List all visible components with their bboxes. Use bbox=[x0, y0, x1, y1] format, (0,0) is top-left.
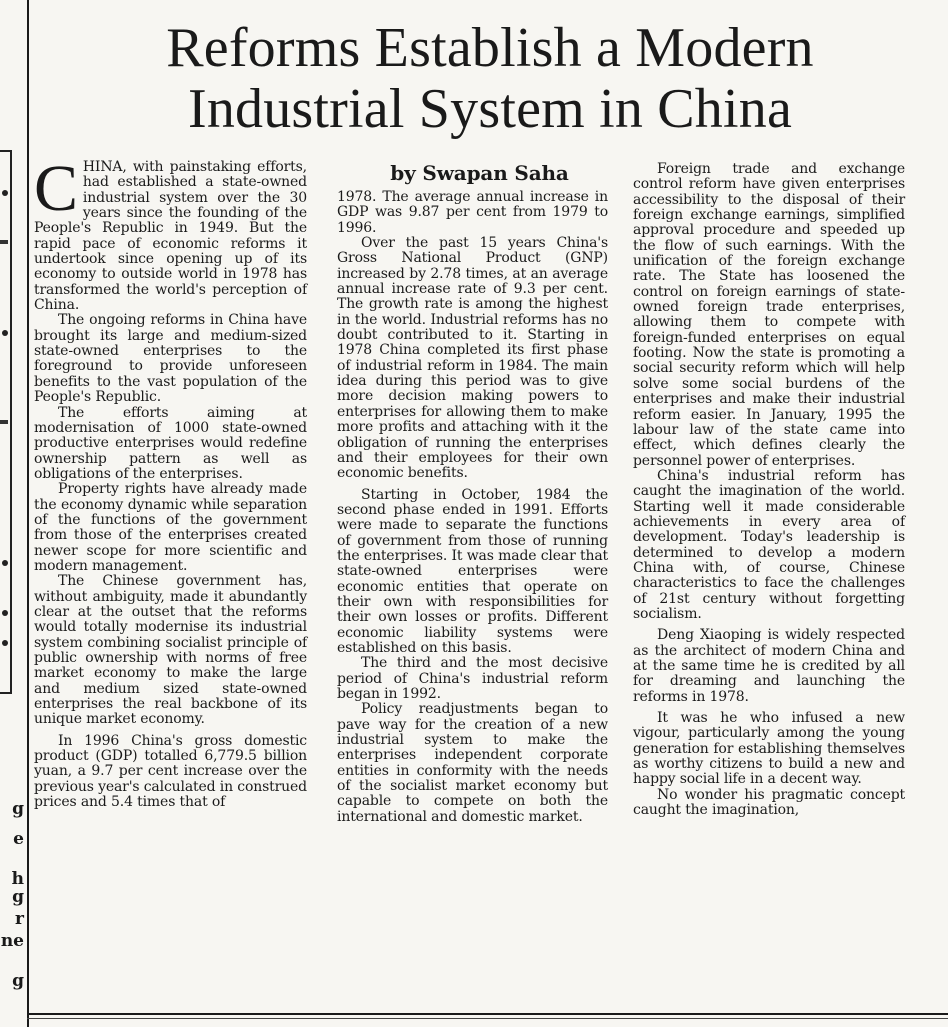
byline: by Swapan Saha bbox=[390, 161, 569, 185]
bottom-rule bbox=[27, 1013, 948, 1015]
paragraph: The third and the most decisive period of China's industrial reform began in 1992. bbox=[337, 655, 608, 702]
fragment-text: h bbox=[11, 869, 24, 889]
fragment-text: ne bbox=[0, 931, 24, 951]
headline bbox=[40, 18, 940, 140]
paragraph: Over the past 15 years China's Gross National Product (GNP) increased by 2.78 times, at an average annual increase rate of 9.3 per cent. The growth rate is among the highest in the world. Industrial reforms has no doubt contributed to it. Starting in 1978 China completed its first phase of industrial reform in 1984. The main idea during this period was to give more decision making powers to enterprises for allowing them to make more profits and attaching with it the obligation of running the enterprises and their employees for their own economic benefits. bbox=[337, 235, 608, 482]
headline-line-2: Industrial System in China bbox=[187, 78, 793, 140]
fragment-text: r bbox=[15, 909, 24, 929]
article-column-3 bbox=[633, 162, 905, 818]
adjacent-column-fragment bbox=[0, 0, 28, 1027]
paragraph: Property rights have already made the economy dynamic while separation of the functions of the government from those of the enterprises created newer scope for more scientific and modern management. bbox=[34, 481, 307, 574]
bullet-mark bbox=[2, 560, 8, 566]
paragraph: No wonder his pragmatic concept caught the imagination, bbox=[633, 786, 905, 819]
rule-mark bbox=[0, 420, 8, 424]
article-column-1 bbox=[34, 152, 307, 811]
headline-line-1: Reforms Establish a Modern bbox=[166, 17, 814, 79]
bullet-mark bbox=[2, 610, 8, 616]
paragraph: Policy readjustments began to pave way for the creation of a new industrial system to make the enterprises independent corporate entities in conformity with the needs of the socialist market economy but capable to compete on both the international and domestic market. bbox=[337, 701, 608, 825]
fragment-text: g bbox=[12, 799, 24, 819]
paragraph: China's industrial reform has caught the imagination of the world. Starting well it made considerable achievements in every area of development. Today's leadership is determined to develop a modern China with, of course, Chinese characteristics to face the challenges of 21st century without forgetting socialism. bbox=[633, 467, 905, 622]
bullet-mark bbox=[2, 640, 8, 646]
paragraph: It was he who infused a new vigour, particularly among the young generation for establishing themselves as worthy citizens to build a new and happy social life in a decent way. bbox=[633, 710, 905, 788]
paragraph: The Chinese government has, without ambiguity, made it abundantly clear at the outset that the reforms would totally modernise its industrial system combining socialist principle of public ownership with norms of free market economy to make the large and medium sized state-owned enterprises the real backbone of its unique market economy. bbox=[34, 573, 307, 728]
fragment-text: g bbox=[12, 887, 24, 907]
paragraph-text: HINA, with painstaking efforts, had established a state-owned industrial system over the 30 years since the founding of the People's Republic in 1949. But the rapid pace of economic reforms it undertook since opening up of its economy to outside world in 1978 has transformed the world's perception of China. bbox=[34, 159, 307, 314]
bullet-mark bbox=[2, 330, 8, 336]
paragraph: Foreign trade and exchange control reform have given enterprises accessibility to the disposal of their foreign exchange earnings, simplified approval procedure and speeded up the flow of such earnings. With the unification of the foreign exchange rate. The State has loosened the control on foreign earnings of state-owned foreign trade enterprises, allowing them to compete with foreign-funded enterprises on equal footing. Now the state is promoting a social security reform which will help solve some social burdens of the enterprises and make their industrial reform easier. In January, 1995 the labour law of the state came into effect, which defines clearly the personnel power of enterprises. bbox=[633, 161, 905, 469]
column-divider bbox=[27, 0, 29, 1027]
fragment-text: e bbox=[13, 829, 24, 849]
drop-cap: C bbox=[34, 152, 78, 225]
bullet-mark bbox=[2, 190, 8, 196]
paragraph: Starting in October, 1984 the second phase ended in 1991. Efforts were made to separate the functions of government from those of running the enterprises. It was made clear that state-owned enterprises were economic entities that operate on their own with responsibilities for their own losses or profits. Different economic liability systems were established on this basis. bbox=[337, 486, 608, 656]
rule-mark bbox=[0, 240, 8, 244]
article-column-2 bbox=[337, 162, 608, 825]
bottom-rule-thin bbox=[27, 1018, 948, 1019]
fragment-text: g bbox=[12, 971, 24, 991]
paragraph: 1978. The average annual increase in GDP was 9.87 per cent from 1979 to 1996. bbox=[337, 189, 608, 236]
paragraph: In 1996 China's gross domestic product (GDP) totalled 6,779.5 billion yuan, a 9.7 per cent increase over the previous year's calculated in construed prices and 5.4 times that of bbox=[34, 732, 307, 811]
paragraph: The efforts aiming at modernisation of 1000 state-owned productive enterprises would redefine ownership pattern as well as obligations of the enterprises. bbox=[34, 404, 307, 482]
paragraph bbox=[34, 152, 307, 314]
paragraph: Deng Xiaoping is widely respected as the architect of modern China and at the same time he is credited by all for dreaming and launching the reforms in 1978. bbox=[633, 627, 905, 705]
paragraph: The ongoing reforms in China have brought its large and medium-sized state-owned enterprises to the foreground to provide unforeseen benefits to the vast population of the People's Republic. bbox=[34, 312, 307, 406]
